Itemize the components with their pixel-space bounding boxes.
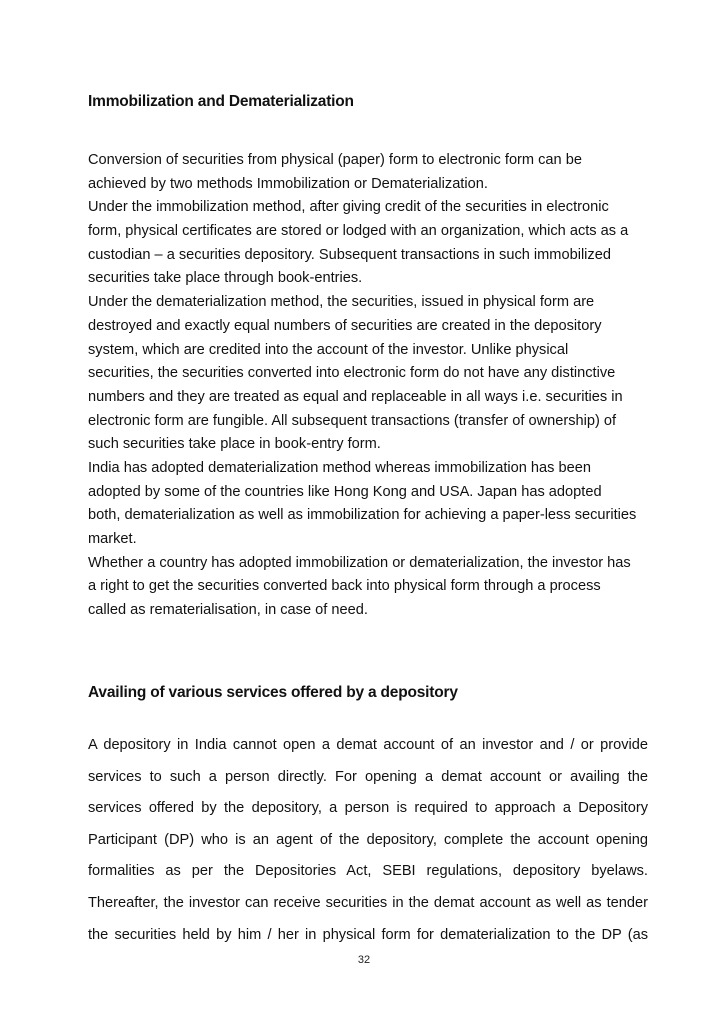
- section-body-depository-services: [88, 730, 648, 951]
- text-line: India has adopted dematerialization method whereas immobilization has been: [88, 459, 591, 476]
- text-line: securities take place through book-entries.: [88, 270, 363, 287]
- text-line: services offered by the depository, a person is required to approach a Depository: [88, 800, 648, 817]
- text-line: custodian – a securities depository. Subsequent transactions in such immobilized: [88, 246, 611, 263]
- text-line: market.: [88, 531, 137, 547]
- page-number: 32: [357, 954, 371, 966]
- text-line: destroyed and exactly equal numbers of securities are created in the depository: [88, 317, 602, 334]
- text-line: formalities as per the Depositories Act, SEBI regulations, depository byelaws.: [88, 863, 648, 880]
- text-line: Whether a country has adopted immobilization or dematerialization, the investor has: [88, 554, 631, 571]
- text-line: Participant (DP) who is an agent of the depository, complete the account opening: [88, 831, 648, 848]
- text-line: form, physical certificates are stored or lodged with an organization, which acts as a: [88, 223, 629, 240]
- text-line: adopted by some of the countries like Hong Kong and USA. Japan has adopted: [88, 483, 602, 500]
- text-line: called as rematerialisation, in case of need.: [88, 602, 368, 619]
- text-line: both, dematerialization as well as immobilization for achieving a paper-less securities: [88, 507, 637, 524]
- text-line: achieved by two methods Immobilization or Dematerialization.: [88, 175, 488, 192]
- text-line: numbers and they are treated as equal and replaceable in all ways i.e. securities in: [88, 388, 623, 405]
- text-line: Conversion of securities from physical (paper) form to electronic form can be: [88, 152, 582, 168]
- section-heading-immobilization: Immobilization and Dematerialization: [88, 93, 354, 110]
- section-body-immobilization: [88, 149, 648, 623]
- text-line: Under the dematerialization method, the securities, issued in physical form are: [88, 294, 595, 311]
- text-line: securities, the securities converted into electronic form do not have any distinctive: [88, 365, 616, 382]
- text-line: system, which are credited into the account of the investor. Unlike physical: [88, 341, 569, 358]
- section-heading-depository-services: Availing of various services offered by a depository: [88, 684, 458, 701]
- text-line: services to such a person directly. For opening a demat account or availing the: [88, 768, 648, 785]
- text-line: such securities take place in book-entry form.: [88, 436, 381, 453]
- text-line: electronic form are fungible. All subsequent transactions (transfer of ownership) of: [88, 412, 617, 429]
- text-line: Under the immobilization method, after giving credit of the securities in electronic: [88, 199, 609, 216]
- text-line: Thereafter, the investor can receive securities in the demat account as well as tender: [88, 894, 648, 911]
- text-line: a right to get the securities converted back into physical form through a process: [88, 578, 601, 595]
- text-line: A depository in India cannot open a demat account of an investor and / or provide: [88, 737, 648, 753]
- text-line: the securities held by him / her in physical form for dematerialization to the DP (as: [88, 926, 648, 943]
